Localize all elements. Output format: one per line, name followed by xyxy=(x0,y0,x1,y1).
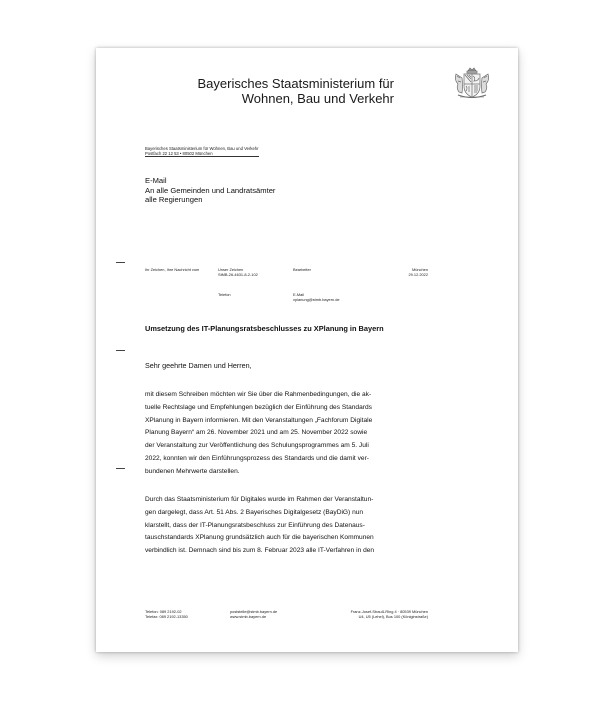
body-line: Durch das Staatsministerium für Digitales wurde im Rahmen der Veranstaltun- xyxy=(145,496,374,503)
fold-mark-top xyxy=(116,262,125,263)
letter-page xyxy=(96,48,518,652)
recipient-line1: An alle Gemeinden und Landratsämter xyxy=(145,185,276,195)
body-line: XPlanung in Bayern informieren. Mit den Veranstaltungen „Fachforum Digitale xyxy=(145,416,373,424)
clerk-label: Bearbeiter xyxy=(293,267,311,272)
our-reference-value: StMB-26-4631-8-2-102 xyxy=(218,271,258,277)
footer-address: Franz-Josef-Strauß-Ring 4 · 80539 München xyxy=(350,609,428,614)
body-line: 2022, konnten wir den Einführungsprozess des Standards und die damit ver- xyxy=(145,454,369,462)
ministry-name-line1: Bayerisches Staatsministerium für xyxy=(197,76,394,91)
body-line: klarstellt, dass der IT-Planungsratsbeschluss zur Einführung des Datenaus- xyxy=(145,521,365,529)
place: München xyxy=(411,267,428,272)
greeting: Sehr geehrte Damen und Herren, xyxy=(145,361,252,370)
punch-mark xyxy=(116,350,125,351)
body-paragraph-2 xyxy=(145,494,433,558)
email-value: xplanung@stmb.bayern.de xyxy=(293,296,340,302)
email-label: E-Mail xyxy=(293,292,305,297)
fold-mark-bottom xyxy=(116,468,125,469)
footer-transit: U4, U5 (Lehel), Bus 100 (Königinstraße) xyxy=(358,613,428,619)
footer-fax: Telefax: 089 2192-13350 xyxy=(145,613,188,619)
footer-address-block xyxy=(302,610,428,620)
our-reference-label: Unser Zeichen xyxy=(218,267,244,272)
body-line: bundenen Mehrwerte darstellen. xyxy=(145,467,240,475)
footer-web: www.stmb.bayern.de xyxy=(230,613,267,619)
place-date xyxy=(382,268,428,278)
sender-block xyxy=(145,146,259,157)
footer-phone: Telefon: 089 2192-02 xyxy=(145,609,182,614)
body-line: gen dargelegt, dass Art. 51 Abs. 2 Bayerisches Digitalgesetz (BayDiG) nun xyxy=(145,508,364,516)
footer-phone-block xyxy=(145,610,188,620)
coat-of-arms-icon xyxy=(452,66,492,100)
your-reference-label: Ihr Zeichen, Ihre Nachricht vom xyxy=(145,267,200,272)
recipient-channel: E-Mail xyxy=(145,176,167,185)
sender-line2: Postfach 22 12 53 • 80502 München xyxy=(145,151,259,157)
footer-online-block xyxy=(230,610,277,620)
our-reference xyxy=(218,268,258,278)
phone-label: Telefon xyxy=(218,292,231,297)
body-line: mit diesem Schreiben möchten wir Sie über die Rahmenbedingungen, die ak- xyxy=(145,391,372,398)
body-line: Planung Bayern“ am 26. November 2021 und am 25. November 2022 sowie xyxy=(145,429,368,437)
body-line: verbindlich ist. Demnach sind bis zum 8. Februar 2023 alle IT-Verfahren in den xyxy=(145,547,375,555)
recipient-block xyxy=(145,176,275,205)
body-paragraph-1 xyxy=(145,389,433,479)
sender-line1: Bayerisches Staatsministerium für Wohnen, Bau und Verkehr xyxy=(145,146,259,151)
contact-email xyxy=(293,293,340,303)
body-line: der Veranstaltung zur Veröffentlichung des Schulungsprogrammes am 5. Juli xyxy=(145,442,369,450)
body-line: tauschstandards XPlanung grundsätzlich auch für die bayerischen Kommunen xyxy=(145,534,374,542)
ministry-name-line2: Wohnen, Bau und Verkehr xyxy=(241,91,394,106)
body-line: tuelle Rechtslage und Empfehlungen bezüglich der Einführung des Standards xyxy=(145,403,372,411)
date: 29.12.2022 xyxy=(408,271,428,277)
letter-subject: Umsetzung des IT-Planungsratsbeschlusses zu XPlanung in Bayern xyxy=(145,324,384,333)
footer-email: poststelle@stmb.bayern.de xyxy=(230,609,278,614)
recipient-line2: alle Regierungen xyxy=(145,195,203,205)
